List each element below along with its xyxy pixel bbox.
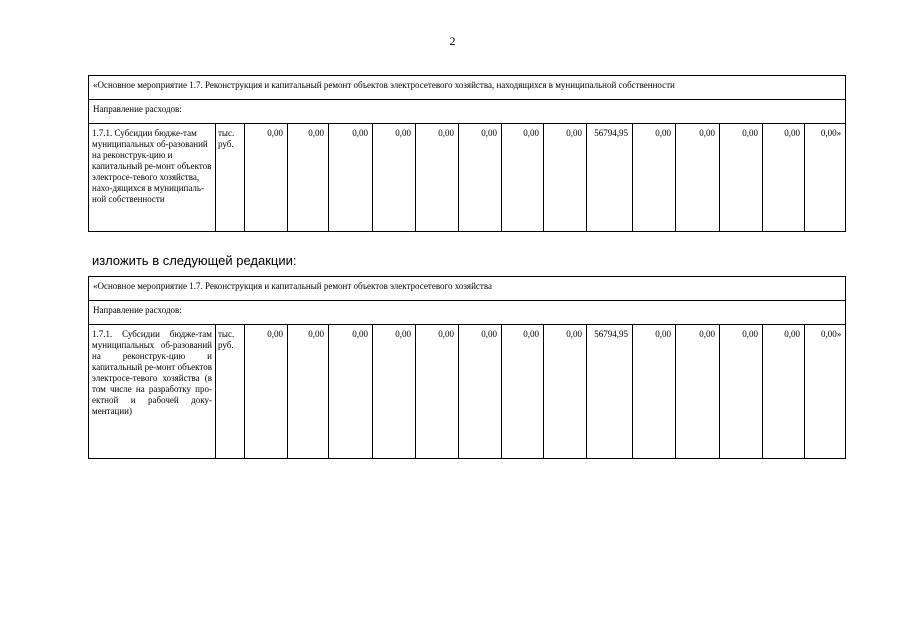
new-table-row [89, 325, 846, 459]
old-table-title: «Основное мероприятие 1.7. Реконструкция и капитальный ремонт объектов электросетевого хозяйства, находящихся в муниципальной собственности [89, 76, 846, 100]
old-row-value: 0,00 [245, 124, 288, 232]
old-table-row [89, 124, 846, 232]
old-row-value: 0,00 [502, 124, 544, 232]
old-row-value: 0,00 [288, 124, 329, 232]
old-row-name: 1.7.1. Субсидии бюдже-там муниципальных об-разований на реконструк-цию и капитальный ре-монт объектов электросе-тевого хозяйства, нахо-дящихся в муниципаль-ной собственности [89, 124, 216, 232]
new-row-value: 0,00 [373, 325, 416, 459]
old-row-value: 0,00 [633, 124, 676, 232]
new-table-direction: Направление расходов: [89, 301, 846, 325]
old-row-value: 0,00 [676, 124, 720, 232]
new-row-value: 56794,95 [587, 325, 633, 459]
old-row-value: 0,00 [720, 124, 763, 232]
new-row-unit: тыс. руб. [216, 325, 245, 459]
new-table-title: «Основное мероприятие 1.7. Реконструкция и капитальный ремонт объектов электросетевого хозяйства [89, 277, 846, 301]
new-row-value: 0,00 [544, 325, 587, 459]
new-row-value: 0,00 [633, 325, 676, 459]
old-row-unit: тыс. руб. [216, 124, 245, 232]
old-row-value: 0,00 [373, 124, 416, 232]
old-row-value: 0,00 [763, 124, 805, 232]
old-row-value: 56794,95 [587, 124, 633, 232]
old-row-value: 0,00 [459, 124, 502, 232]
page-number: 2 [449, 34, 456, 48]
new-row-value: 0,00 [676, 325, 720, 459]
new-row-value: 0,00 [329, 325, 373, 459]
new-table [88, 276, 846, 459]
new-row-value: 0,00 [459, 325, 502, 459]
old-row-value: 0,00 [544, 124, 587, 232]
new-row-value: 0,00 [245, 325, 288, 459]
new-row-value: 0,00» [805, 325, 846, 459]
old-table-direction: Направление расходов: [89, 100, 846, 124]
new-row-value: 0,00 [502, 325, 544, 459]
new-row-value: 0,00 [763, 325, 805, 459]
new-row-name: 1.7.1. Субсидии бюдже-там муниципальных об-разований на реконструк-цию и капитальный ре-монт объектов электросе-тевого хозяйства (в том числе на разработку про-ектной и рабочей доку-ментации) [89, 325, 216, 459]
old-row-value: 0,00 [416, 124, 459, 232]
old-row-value: 0,00» [805, 124, 846, 232]
new-row-value: 0,00 [416, 325, 459, 459]
old-row-value: 0,00 [329, 124, 373, 232]
amendment-heading: изложить в следующей редакции: [92, 253, 297, 268]
old-table [88, 75, 846, 232]
new-row-value: 0,00 [720, 325, 763, 459]
new-row-value: 0,00 [288, 325, 329, 459]
